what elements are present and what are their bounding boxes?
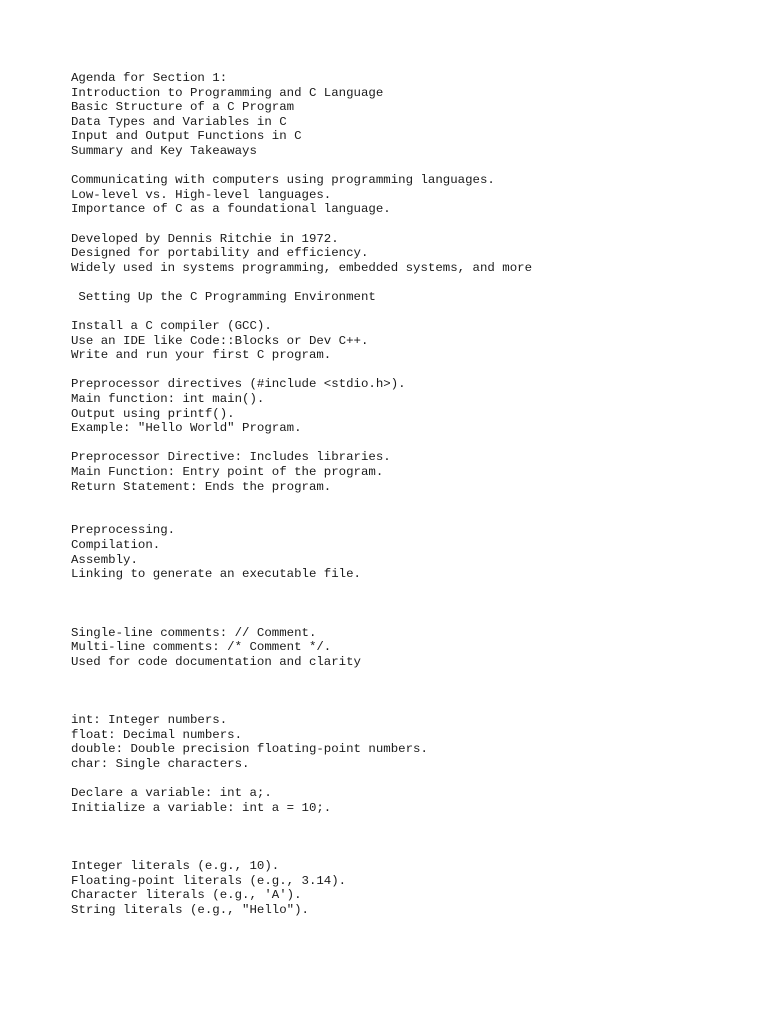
blank-line [71, 684, 751, 699]
blank-line [71, 363, 751, 378]
text-line: Integer literals (e.g., 10). [71, 859, 280, 874]
blank-line [71, 582, 751, 597]
blank-line [71, 815, 751, 830]
text-line: float: Decimal numbers. [71, 727, 243, 742]
text-line: Input and Output Functions in C [71, 129, 302, 144]
document-body [71, 71, 751, 917]
text-line: Agenda for Section 1: [71, 71, 228, 85]
text-line: Communicating with computers using programming languages. [71, 173, 495, 188]
text-line: Developed by Dennis Ritchie in 1972. [71, 231, 339, 246]
text-line: Example: "Hello World" Program. [71, 421, 302, 436]
text-line: Low-level vs. High-level languages. [71, 187, 332, 202]
blank-line [71, 275, 751, 290]
blank-line [71, 596, 751, 611]
text-line: Designed for portability and efficiency. [71, 246, 369, 261]
text-line: Declare a variable: int a;. [71, 786, 272, 801]
text-line: Linking to generate an executable file. [71, 567, 361, 582]
blank-line [71, 217, 751, 232]
text-line: Assembly. [71, 552, 138, 567]
text-line: Main Function: Entry point of the program. [71, 465, 384, 480]
text-line: Introduction to Programming and C Language [71, 85, 384, 100]
text-line: String literals (e.g., "Hello"). [71, 902, 309, 917]
text-line: Initialize a variable: int a = 10;. [71, 800, 332, 815]
text-line: Used for code documentation and clarity [71, 654, 361, 669]
text-line: Use an IDE like Code::Blocks or Dev C++. [71, 333, 369, 348]
text-line: Character literals (e.g., 'A'). [71, 888, 302, 903]
text-line: Output using printf(). [71, 406, 235, 421]
blank-line [71, 305, 751, 320]
text-line: Importance of C as a foundational language. [71, 202, 391, 217]
text-line: Return Statement: Ends the program. [71, 479, 332, 494]
blank-line [71, 772, 751, 787]
text-line: Widely used in systems programming, embedded systems, and more [71, 260, 533, 275]
blank-line [71, 509, 751, 524]
blank-line [71, 611, 751, 626]
blank-line [71, 436, 751, 451]
text-line: double: Double precision floating-point numbers. [71, 742, 428, 757]
text-line: int: Integer numbers. [71, 713, 228, 728]
blank-line [71, 494, 751, 509]
text-line: Preprocessor Directive: Includes libraries. [71, 450, 391, 465]
text-line: Write and run your first C program. [71, 348, 332, 363]
blank-line [71, 830, 751, 845]
text-line: Data Types and Variables in C [71, 114, 287, 129]
text-line: Preprocessing. [71, 523, 176, 538]
text-line: Install a C compiler (GCC). [71, 319, 272, 334]
text-line: Compilation. [71, 538, 161, 552]
text-line: Main function: int main(). [71, 392, 265, 407]
blank-line [71, 844, 751, 859]
text-line: char: Single characters. [71, 756, 250, 771]
blank-line [71, 159, 751, 174]
text-line: Single-line comments: // Comment. [71, 625, 317, 640]
text-line: Setting Up the C Programming Environment [71, 289, 376, 304]
text-line: Multi-line comments: /* Comment */. [71, 640, 332, 655]
text-line: Floating-point literals (e.g., 3.14). [71, 873, 347, 888]
text-line: Summary and Key Takeaways [71, 143, 257, 158]
text-line: Preprocessor directives (#include <stdio.h>). [71, 377, 406, 392]
text-line: Basic Structure of a C Program [71, 100, 295, 115]
blank-line [71, 699, 751, 714]
blank-line [71, 669, 751, 684]
